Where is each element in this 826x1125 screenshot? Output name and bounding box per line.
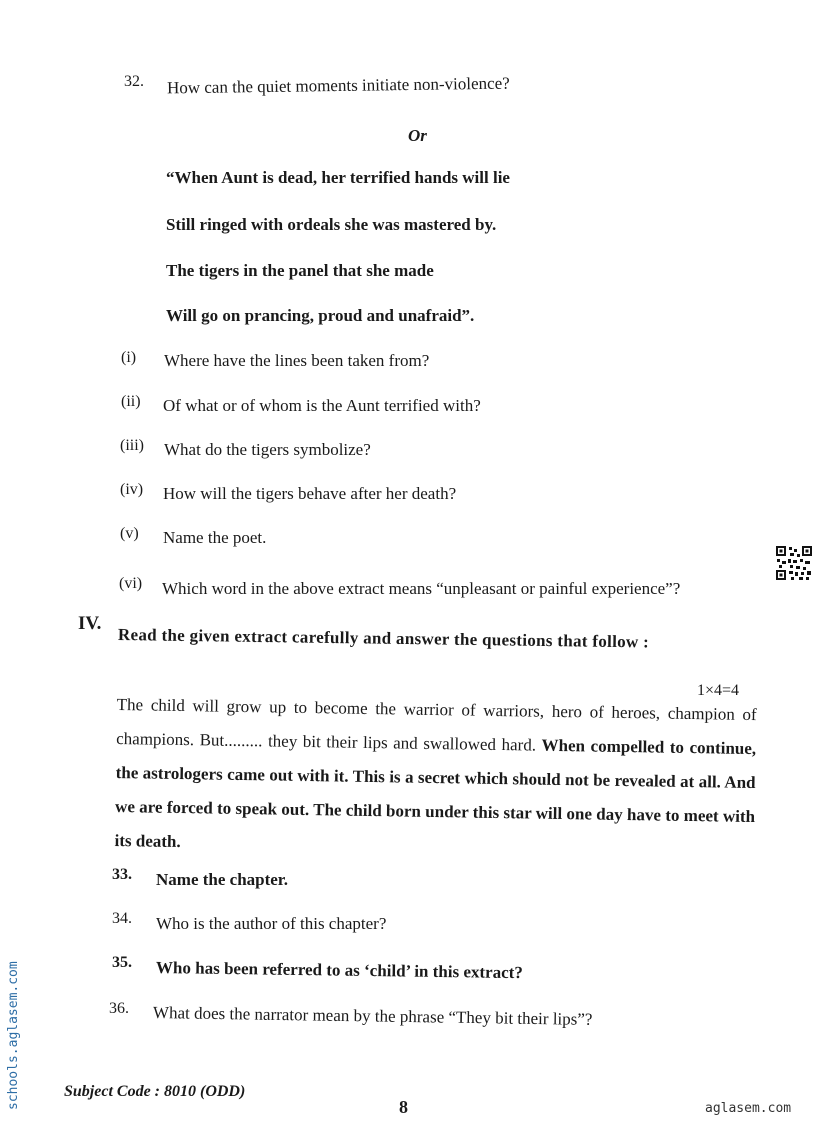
question-number: 36. [109, 1000, 129, 1017]
or-label: Or [408, 126, 427, 145]
subquestion-text: What do the tigers symbolize? [164, 440, 371, 459]
question-number: 32. [124, 73, 144, 90]
question-text: How can the quiet moments initiate non-violence? [166, 73, 510, 98]
subquestion-text: Which word in the above extract means “unpleasant or painful experience”? [162, 579, 681, 598]
question-text: Name the chapter. [156, 870, 289, 889]
subquestion-number: (v) [120, 525, 139, 542]
question-text: Who is the author of this chapter? [156, 914, 387, 933]
poem-line: Still ringed with ordeals she was mastered by. [166, 215, 497, 234]
poem-line: “When Aunt is dead, her terrified hands will lie [166, 168, 510, 187]
side-watermark: schools.aglasem.com [6, 961, 21, 1110]
subquestion-number: (vi) [119, 575, 143, 592]
question-number: 35. [112, 954, 132, 971]
subquestion-number: (i) [121, 349, 137, 366]
marks-label: 1×4=4 [697, 682, 740, 699]
poem-line: The tigers in the panel that she made [166, 261, 434, 280]
extract-sentence: When compelled to continue, the astrologers came out with it. This is a secret which should not be revealed at all. And we are forced to speak out. The child born under this star will one day have to meet with its death. [114, 735, 757, 852]
subquestion-number: (ii) [121, 393, 141, 410]
question-text: Who has been referred to as ‘child’ in this extract? [155, 958, 523, 983]
question-text: What does the narrator mean by the phrase “They bit their lips”? [152, 1003, 593, 1029]
footer-watermark: aglasem.com [705, 1101, 792, 1116]
section-title: Read the given extract carefully and answer the questions that follow : [117, 625, 650, 652]
question-number: 33. [112, 866, 132, 883]
subquestion-text: How will the tigers behave after her death? [163, 484, 457, 503]
poem-line: Will go on prancing, proud and unafraid”. [166, 306, 475, 325]
subject-code: Subject Code : 8010 (ODD) [64, 1083, 246, 1100]
subquestion-text: Where have the lines been taken from? [164, 351, 430, 370]
qr-code-icon [775, 545, 813, 581]
page-number: 8 [399, 1097, 408, 1117]
extract-sentence: The child will grow up to become the warrior of warriors, hero of heroes, champion of champions. But......... they bit their lips and swallowed hard. [116, 694, 757, 755]
extract-paragraph [114, 688, 757, 868]
subquestion-text: Name the poet. [163, 528, 267, 547]
subquestion-text: Of what or of whom is the Aunt terrified with? [163, 396, 481, 415]
subquestion-number: (iii) [120, 437, 144, 454]
question-number: 34. [112, 910, 132, 927]
subquestion-number: (iv) [120, 481, 144, 498]
section-label: IV. [78, 613, 102, 634]
